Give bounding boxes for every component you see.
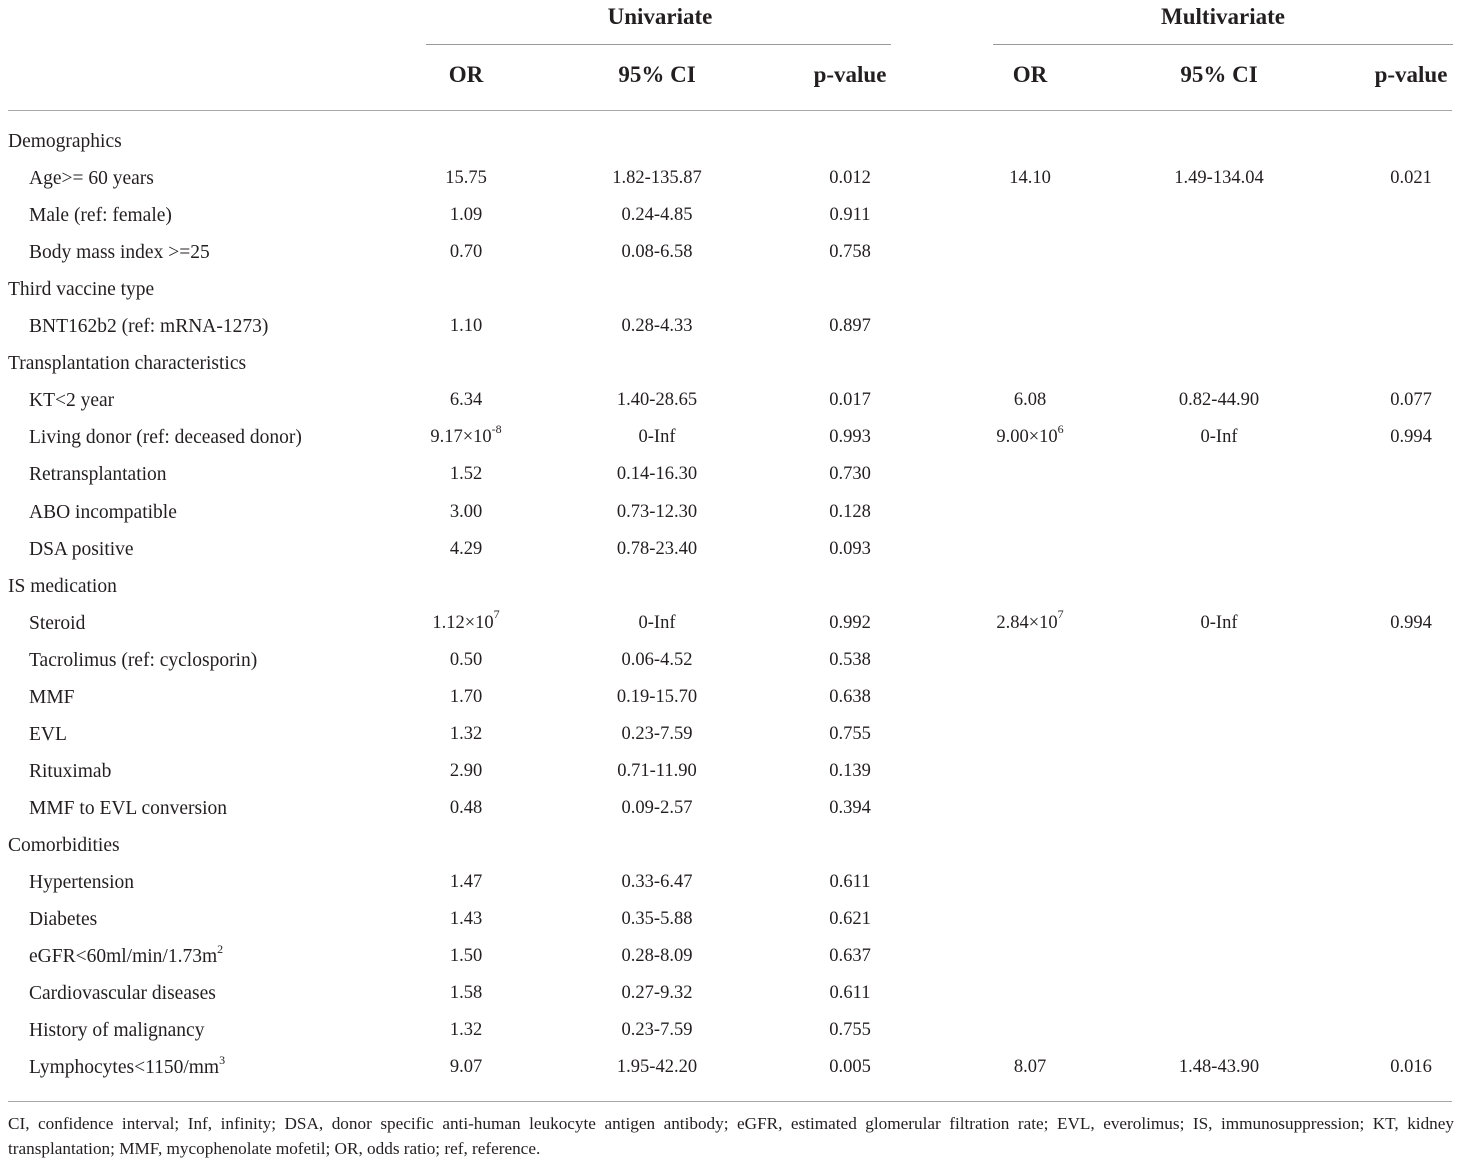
cell-value: 0.35-5.88 xyxy=(621,909,693,930)
cell-value: 1.82-135.87 xyxy=(612,168,702,189)
col-header-uni-ci: 95% CI xyxy=(618,62,696,87)
row-label xyxy=(29,864,134,901)
cell-uni-p xyxy=(750,160,950,197)
row-label-text: DSA positive xyxy=(29,538,134,560)
cell-value: 0.23-7.59 xyxy=(621,723,693,744)
cell-value: 0.23-7.59 xyxy=(621,1020,693,1041)
table-row xyxy=(0,456,1460,493)
cell-uni-ci xyxy=(557,456,757,493)
cell-multi-p xyxy=(1311,1049,1460,1086)
row-label-text: Retransplantation xyxy=(29,464,167,486)
cell-value: 0.19-15.70 xyxy=(616,686,698,707)
table-row xyxy=(0,197,1460,234)
cell-uni-p xyxy=(750,1012,950,1049)
cell-value: 0.538 xyxy=(829,649,871,670)
cell-value: 0.077 xyxy=(1390,390,1432,411)
table-row xyxy=(0,419,1460,456)
cell-uni-or xyxy=(366,605,566,642)
cell-multi-ci xyxy=(1119,605,1319,642)
cell-uni-ci xyxy=(557,975,757,1012)
table-row xyxy=(0,1012,1460,1049)
cell-value: 6.08 xyxy=(1013,390,1047,411)
row-label-text: BNT162b2 (ref: mRNA-1273) xyxy=(29,316,269,338)
cell-value: 2.90 xyxy=(449,760,483,781)
row-label-superscript: 2 xyxy=(217,941,224,956)
cell-value: 0.70 xyxy=(449,242,483,263)
table-row xyxy=(0,938,1460,975)
row-label xyxy=(29,716,67,753)
cell-value: 0.394 xyxy=(829,797,871,818)
cell-value: 6.34 xyxy=(449,390,483,411)
cell-uni-ci xyxy=(557,197,757,234)
cell-value: 1.95-42.20 xyxy=(616,1057,698,1078)
cell-value: 1.32 xyxy=(449,1020,483,1041)
cell-value: 0.73-12.30 xyxy=(616,501,698,522)
row-label-text: Living donor (ref: deceased donor) xyxy=(29,427,302,449)
cell-superscript: 6 xyxy=(1057,422,1064,437)
cell-value: 0.28-8.09 xyxy=(621,946,693,967)
cell-value: 0.611 xyxy=(829,872,871,892)
row-label xyxy=(29,790,227,827)
cell-value: 0.139 xyxy=(829,760,871,781)
cell-uni-ci xyxy=(557,160,757,197)
cell-uni-p xyxy=(750,419,950,456)
row-label-text: Hypertension xyxy=(29,872,135,893)
cell-value: 1.58 xyxy=(449,983,483,1004)
cell-value: 0.28-4.33 xyxy=(621,316,693,337)
cell-superscript: 7 xyxy=(493,607,500,622)
row-label xyxy=(29,1049,225,1086)
row-label xyxy=(29,197,172,234)
cell-value: 0.093 xyxy=(829,538,871,559)
row-label xyxy=(29,419,302,456)
cell-value: 0.71-11.90 xyxy=(617,760,697,781)
cell-value: 14.10 xyxy=(1009,168,1051,189)
section-label xyxy=(8,271,154,308)
cell-uni-ci xyxy=(557,605,757,642)
section-label xyxy=(8,345,246,382)
cell-value: 1.32 xyxy=(449,723,483,744)
table-row xyxy=(0,160,1460,197)
cell-value: 0.730 xyxy=(829,464,871,485)
cell-value: 9.17×10 xyxy=(430,427,492,448)
cell-uni-p xyxy=(750,308,950,345)
cell-value: 4.29 xyxy=(449,538,483,559)
row-label xyxy=(29,160,154,197)
cell-value: 0.08-6.58 xyxy=(621,242,693,263)
cell-value: 0-Inf xyxy=(1200,612,1238,633)
cell-value: 0.755 xyxy=(829,1020,871,1041)
cell-uni-p xyxy=(750,938,950,975)
cell-value: 0.50 xyxy=(449,649,483,670)
cell-uni-p xyxy=(750,605,950,642)
cell-multi-or xyxy=(930,419,1130,456)
cell-multi-or xyxy=(930,382,1130,419)
cell-uni-ci xyxy=(557,419,757,456)
cell-uni-or xyxy=(366,382,566,419)
cell-value: 1.49-134.04 xyxy=(1174,168,1264,189)
cell-multi-ci xyxy=(1119,382,1319,419)
cell-uni-p xyxy=(750,790,950,827)
cell-value: 1.10 xyxy=(449,316,483,337)
univariate-group-rule xyxy=(426,44,891,45)
cell-uni-or xyxy=(366,160,566,197)
cell-uni-p xyxy=(750,197,950,234)
row-label-text: Third vaccine type xyxy=(8,279,155,301)
cell-uni-ci xyxy=(557,753,757,790)
row-label-text: eGFR<60ml/min/1.73m xyxy=(29,946,218,968)
cell-uni-ci xyxy=(557,308,757,345)
cell-superscript: 7 xyxy=(1057,607,1064,622)
cell-uni-ci xyxy=(557,531,757,568)
row-label xyxy=(29,753,111,790)
section-label xyxy=(8,827,120,864)
cell-uni-or xyxy=(366,938,566,975)
cell-uni-or xyxy=(366,716,566,753)
cell-uni-p xyxy=(750,901,950,938)
table-row xyxy=(0,1049,1460,1086)
cell-uni-or xyxy=(366,753,566,790)
cell-value: 0.24-4.85 xyxy=(621,205,693,226)
col-header-multi-ci: 95% CI xyxy=(1180,62,1258,87)
row-label-text: Steroid xyxy=(29,612,86,634)
table-row xyxy=(0,790,1460,827)
cell-multi-or xyxy=(930,160,1130,197)
multivariate-group-header: Multivariate xyxy=(1161,4,1285,29)
cell-uni-ci xyxy=(557,716,757,753)
row-label xyxy=(29,642,257,679)
table-row xyxy=(0,494,1460,531)
table-row xyxy=(0,716,1460,753)
col-header-uni-p: p-value xyxy=(813,62,887,87)
row-label xyxy=(29,901,97,938)
table-row xyxy=(0,642,1460,679)
section-row xyxy=(0,345,1460,382)
cell-value: 0.758 xyxy=(829,242,871,263)
cell-uni-ci xyxy=(557,901,757,938)
cell-uni-p xyxy=(750,531,950,568)
row-label-text: MMF xyxy=(29,686,75,708)
cell-value: 0.27-9.32 xyxy=(621,983,693,1004)
cell-value: 0.48 xyxy=(449,797,483,818)
row-label xyxy=(29,308,268,345)
cell-value: 0.992 xyxy=(829,612,871,633)
cell-uni-or xyxy=(366,1012,566,1049)
cell-value: 1.09 xyxy=(449,205,483,226)
univariate-group-header: Univariate xyxy=(607,4,713,29)
cell-uni-ci xyxy=(557,1049,757,1086)
row-label-text: Comorbidities xyxy=(8,834,120,856)
table-row xyxy=(0,975,1460,1012)
cell-multi-ci xyxy=(1119,419,1319,456)
row-label-text: Body mass index >=25 xyxy=(29,242,210,264)
row-label-text: Male (ref: female) xyxy=(29,205,172,227)
row-label-text: EVL xyxy=(29,723,67,745)
cell-uni-ci xyxy=(557,494,757,531)
cell-value: 0-Inf xyxy=(638,612,676,633)
row-label-text: Tacrolimus (ref: cyclosporin) xyxy=(29,649,258,671)
cell-value: 0-Inf xyxy=(638,427,676,448)
cell-value: 0.005 xyxy=(829,1057,871,1078)
cell-uni-or xyxy=(366,790,566,827)
row-label-text: MMF to EVL conversion xyxy=(29,797,228,819)
row-label-text: History of malignancy xyxy=(29,1020,205,1042)
section-label xyxy=(8,568,117,605)
cell-multi-or xyxy=(930,605,1130,642)
cell-value: 9.07 xyxy=(449,1057,483,1078)
cell-uni-or xyxy=(366,197,566,234)
cell-multi-p xyxy=(1311,382,1460,419)
cell-multi-p xyxy=(1311,419,1460,456)
cell-uni-p xyxy=(750,679,950,716)
cell-value: 1.50 xyxy=(449,946,483,967)
cell-uni-ci xyxy=(557,679,757,716)
row-label xyxy=(29,1012,204,1049)
cell-value: 0.33-6.47 xyxy=(621,872,693,892)
header-bottom-rule xyxy=(8,110,1452,111)
section-row xyxy=(0,568,1460,605)
col-header-multi-p: p-value xyxy=(1374,62,1448,87)
cell-value: 0.82-44.90 xyxy=(1178,390,1260,411)
cell-uni-or xyxy=(366,494,566,531)
cell-value: 1.48-43.90 xyxy=(1178,1057,1260,1078)
cell-value: 0.017 xyxy=(829,390,871,411)
cell-value: 3.00 xyxy=(449,501,483,522)
cell-uni-ci xyxy=(557,234,757,271)
cell-value: 9.00×10 xyxy=(996,427,1058,448)
cell-uni-p xyxy=(750,753,950,790)
cell-uni-p xyxy=(750,234,950,271)
cell-value: 0.016 xyxy=(1390,1057,1432,1078)
cell-multi-or xyxy=(930,1049,1130,1086)
cell-value: 1.70 xyxy=(449,686,483,707)
cell-value: 0.897 xyxy=(829,316,871,337)
table-row xyxy=(0,382,1460,419)
section-row xyxy=(0,827,1460,864)
cell-superscript: -8 xyxy=(491,422,502,437)
cell-uni-or xyxy=(366,419,566,456)
cell-value: 0.638 xyxy=(829,686,871,707)
table-row xyxy=(0,864,1460,901)
row-label xyxy=(29,938,223,975)
row-label-text: IS medication xyxy=(8,575,117,597)
table-row xyxy=(0,308,1460,345)
cell-value: 8.07 xyxy=(1013,1057,1047,1078)
row-label-text: Age>= 60 years xyxy=(29,168,154,190)
cell-value: 1.40-28.65 xyxy=(616,390,698,411)
cell-uni-or xyxy=(366,234,566,271)
cell-uni-or xyxy=(366,1049,566,1086)
cell-uni-ci xyxy=(557,1012,757,1049)
cell-uni-or xyxy=(366,975,566,1012)
row-label-text: ABO incompatible xyxy=(29,501,177,523)
section-row xyxy=(0,271,1460,308)
row-label-text: Cardiovascular diseases xyxy=(29,983,216,1005)
cell-value: 0-Inf xyxy=(1200,427,1238,448)
row-label-text: Diabetes xyxy=(29,909,98,931)
cell-uni-p xyxy=(750,494,950,531)
row-label xyxy=(29,382,114,419)
cell-uni-or xyxy=(366,642,566,679)
row-label xyxy=(29,456,167,493)
cell-value: 0.021 xyxy=(1390,168,1432,189)
row-label-text: Transplantation characteristics xyxy=(8,353,247,375)
cell-uni-ci xyxy=(557,864,757,901)
row-label-text: Demographics xyxy=(8,131,122,152)
cell-uni-ci xyxy=(557,382,757,419)
section-label xyxy=(8,123,122,160)
cell-value: 0.06-4.52 xyxy=(621,649,693,670)
cell-uni-p xyxy=(750,716,950,753)
cell-value: 1.12×10 xyxy=(432,612,494,633)
row-label-text: Rituximab xyxy=(29,760,112,782)
cell-multi-p xyxy=(1311,160,1460,197)
row-label xyxy=(29,531,134,568)
cell-uni-or xyxy=(366,679,566,716)
cell-uni-p xyxy=(750,456,950,493)
row-label-text: Lymphocytes<1150/mm xyxy=(29,1057,220,1079)
row-label xyxy=(29,679,75,716)
cell-multi-ci xyxy=(1119,160,1319,197)
cell-value: 0.78-23.40 xyxy=(616,538,698,559)
cell-uni-p xyxy=(750,864,950,901)
cell-value: 0.09-2.57 xyxy=(621,797,693,818)
row-label-superscript: 3 xyxy=(219,1052,226,1067)
cell-uni-or xyxy=(366,308,566,345)
row-label xyxy=(29,975,216,1012)
cell-value: 1.43 xyxy=(449,909,483,930)
cell-uni-p xyxy=(750,1049,950,1086)
table-row xyxy=(0,753,1460,790)
cell-uni-or xyxy=(366,531,566,568)
cell-uni-ci xyxy=(557,938,757,975)
cell-value: 0.012 xyxy=(829,168,871,189)
cell-uni-ci xyxy=(557,790,757,827)
table-row xyxy=(0,531,1460,568)
cell-uni-or xyxy=(366,456,566,493)
cell-uni-p xyxy=(750,975,950,1012)
cell-multi-ci xyxy=(1119,1049,1319,1086)
cell-value: 0.994 xyxy=(1390,612,1432,633)
cell-value: 15.75 xyxy=(445,168,487,189)
cell-value: 0.611 xyxy=(829,983,871,1004)
table-row xyxy=(0,234,1460,271)
section-row xyxy=(0,123,1460,160)
cell-multi-p xyxy=(1311,605,1460,642)
cell-uni-or xyxy=(366,864,566,901)
cell-value: 0.637 xyxy=(829,946,871,967)
row-label xyxy=(29,234,210,271)
cell-value: 0.994 xyxy=(1390,427,1432,448)
cell-value: 0.14-16.30 xyxy=(616,464,698,485)
table-bottom-rule xyxy=(8,1101,1452,1102)
row-label xyxy=(29,605,85,642)
table-row xyxy=(0,679,1460,716)
col-header-uni-or: OR xyxy=(448,62,484,87)
cell-value: 2.84×10 xyxy=(996,612,1058,633)
cell-uni-or xyxy=(366,901,566,938)
cell-uni-ci xyxy=(557,642,757,679)
cell-value: 1.52 xyxy=(449,464,483,485)
cell-value: 0.755 xyxy=(829,723,871,744)
cell-value: 0.128 xyxy=(829,501,871,522)
row-label-text: KT<2 year xyxy=(29,390,115,412)
row-label xyxy=(29,494,177,531)
table-footnote: CI, confidence interval; Inf, infinity; DSA, donor specific anti-human leukocyte antigen antibody; eGFR, estimated glomerular filtration rate; EVL, everolimus; IS, immunosuppression; KT, kidney transplantation; MMF, mycophenolate mofetil; OR, odds ratio; ref, reference. xyxy=(8,1114,1454,1158)
cell-value: 1.47 xyxy=(449,872,483,892)
col-header-multi-or: OR xyxy=(1012,62,1048,87)
multivariate-group-rule xyxy=(993,44,1453,45)
table-row xyxy=(0,605,1460,642)
table-row xyxy=(0,901,1460,938)
cell-value: 0.621 xyxy=(829,909,871,930)
cell-value: 0.993 xyxy=(829,427,871,448)
cell-uni-p xyxy=(750,642,950,679)
cell-uni-p xyxy=(750,382,950,419)
cell-value: 0.911 xyxy=(829,205,871,226)
